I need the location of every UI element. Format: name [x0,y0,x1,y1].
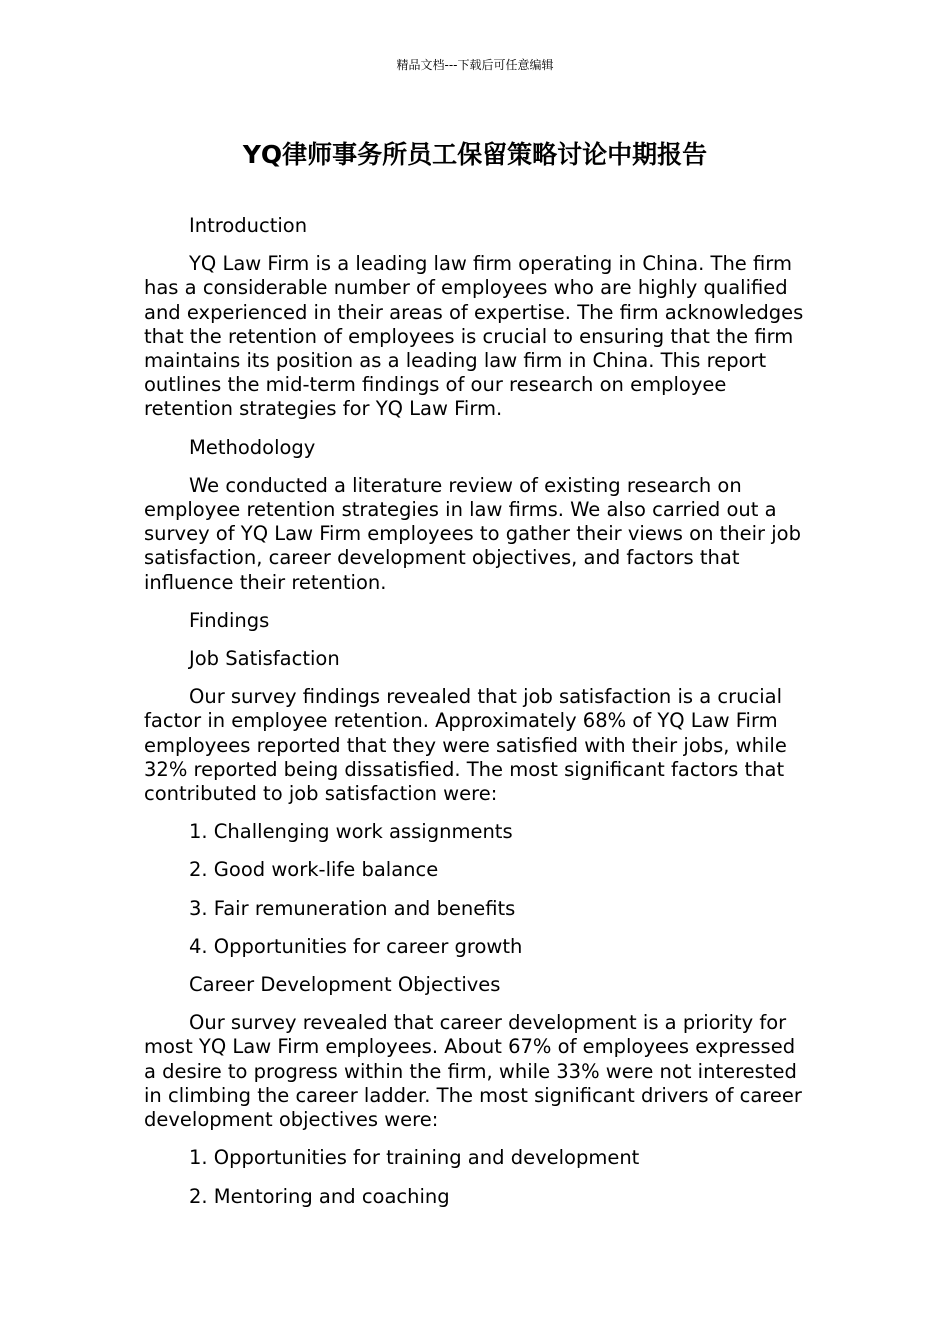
methodology-heading: Methodology [189,435,316,459]
list-item: 4. Opportunities for career growth [189,934,523,958]
header-note: 精品文档---下载后可任意编辑 [396,58,554,72]
list-item: 3. Fair remuneration and benefits [189,896,516,920]
introduction-heading: Introduction [189,214,308,237]
document-title: YQ律师事务所员工保留策略讨论中期报告 [242,140,708,169]
job-satisfaction-heading: Job Satisfaction [189,647,340,671]
list-item: 1. Challenging work assignments [189,820,513,844]
career-development-heading: Career Development Objectives [189,973,501,997]
list-item: 2. Mentoring and coaching [189,1184,450,1208]
list-item: 1. Opportunities for training and development [189,1146,640,1170]
findings-heading: Findings [189,608,270,632]
career-development-paragraph: Our survey revealed that career development is a priority for most YQ Law Firm employees. About 67% of employees expressed a desire to progress within the firm, while 33% were not interested in climbing the career ladder. The most significant drivers of career development objectives were: [144,1011,802,1132]
document-body [144,214,806,1223]
introduction-paragraph: YQ Law Firm is a leading law firm operating in China. The firm has a considerable number of employees who are highly qualified and experienced in their areas of expertise. The firm acknowledges that the retention of employees is crucial to ensuring that the firm maintains its position as a leading law firm in China. This report outlines the mid-term findings of our research on employee retention strategies for YQ Law Firm. [144,252,804,421]
job-satisfaction-paragraph: Our survey findings revealed that job satisfaction is a crucial factor in employee retention. Approximately 68% of YQ Law Firm employees reported that they were satisfied with their jobs, while 32% reported being dissatisfied. The most significant factors that contributed to job satisfaction were: [144,685,787,806]
list-item: 2. Good work-life balance [189,858,439,882]
methodology-paragraph: We conducted a literature review of existing research on employee retention strategies in law firms. We also carried out a survey of YQ Law Firm employees to gather their views on their job satisfaction, career development objectives, and factors that influence their retention. [144,473,801,594]
